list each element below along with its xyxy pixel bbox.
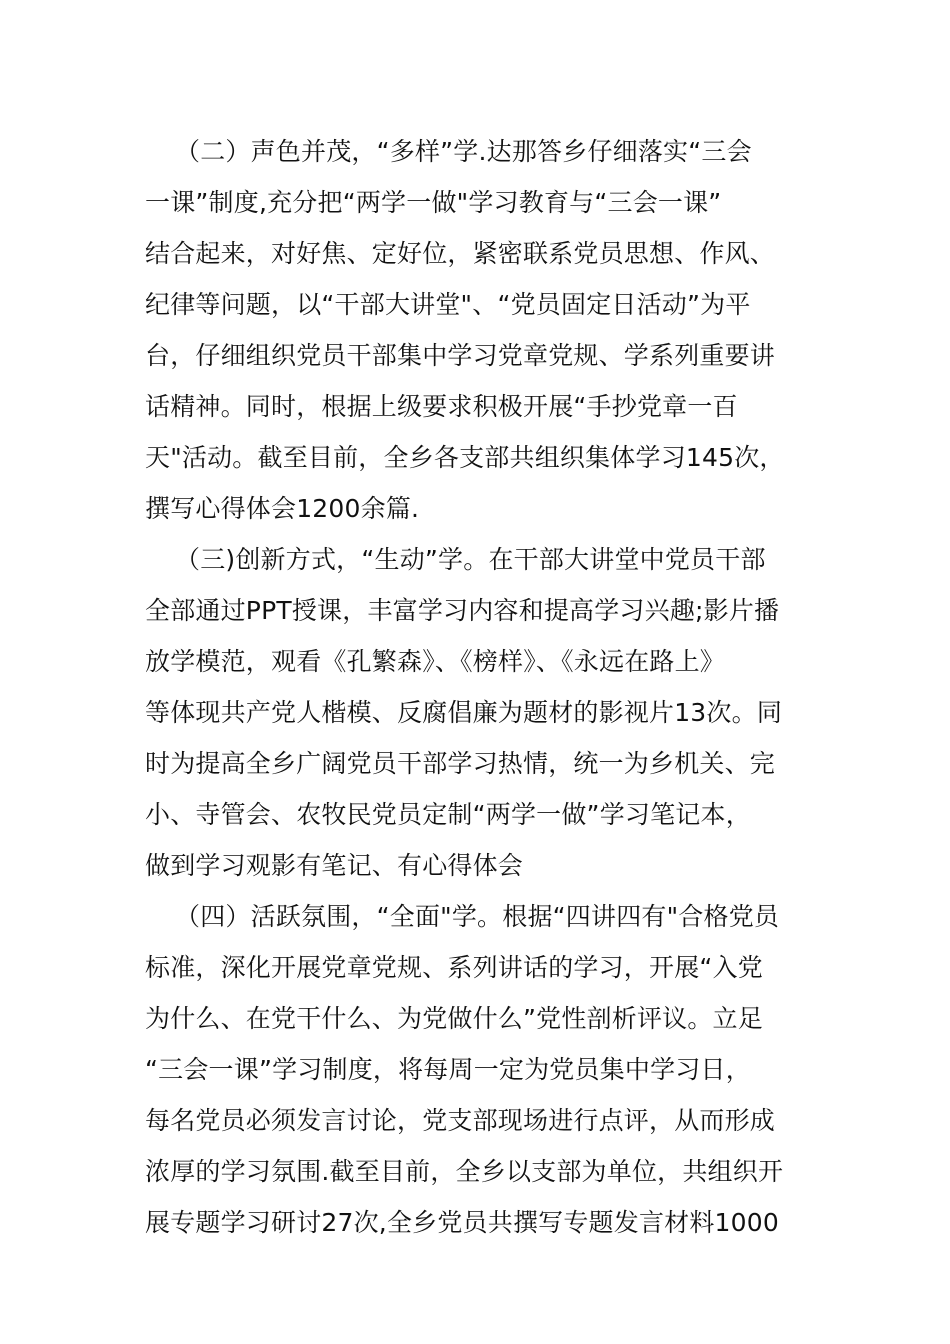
text-line: 时为提高全乡广阔党员干部学习热情，统一为乡机关、完	[145, 749, 776, 778]
document-body	[145, 126, 805, 1248]
text-line: 纪律等问题，以“干部大讲堂"、“党员固定日活动”为平	[145, 290, 751, 319]
text-line: 一课”制度,充分把“两学一做"学习教育与“三会一课”	[145, 188, 722, 217]
text-line: 撰写心得体会1200余篇.	[145, 494, 420, 523]
text-line: 放学模范，观看《孔繁森》、《榜样》、《永远在路上》	[145, 647, 726, 676]
text-line: 话精神。同时，根据上级要求积极开展“手抄党章一百	[145, 392, 738, 421]
text-line: 为什么、在党干什么、为党做什么”党性剖析评议。立足	[145, 1004, 763, 1033]
text-line: 展专题学习研讨27次,全乡党员共撰写专题发言材料1000	[145, 1208, 779, 1237]
text-line: 每名党员必须发言讨论，党支部现场进行点评，从而形成	[145, 1106, 776, 1135]
text-line: 做到学习观影有笔记、有心得体会	[145, 851, 524, 880]
text-line: （二）声色并茂，“多样”学.达那答乡仔细落实“三会	[175, 137, 752, 166]
text-line: （三)创新方式，“生动”学。在干部大讲堂中党员干部	[175, 545, 766, 574]
text-line: 小、寺管会、农牧民党员定制“两学一做”学习笔记本，	[145, 800, 751, 829]
text-line: 天"活动。截至目前，全乡各支部共组织集体学习145次，	[145, 443, 785, 472]
text-line: 结合起来，对好焦、定好位，紧密联系党员思想、作风、	[145, 239, 776, 268]
text-line: 标准，深化开展党章党规、系列讲话的学习，开展“入党	[145, 953, 763, 982]
text-line: “三会一课”学习制度，将每周一定为党员集中学习日，	[145, 1055, 751, 1084]
text-line: 等体现共产党人楷模、反腐倡廉为题材的影视片13次。同	[145, 698, 783, 727]
text-line: 全部通过PPT授课，丰富学习内容和提高学习兴趣;影片播	[145, 596, 780, 625]
text-line: 台，仔细组织党员干部集中学习党章党规、学系列重要讲	[145, 341, 776, 370]
text-line: （四）活跃氛围，“全面"学。根据“四讲四有"合格党员	[175, 902, 780, 931]
text-line: 浓厚的学习氛围.截至目前，全乡以支部为单位，共组织开	[145, 1157, 784, 1186]
